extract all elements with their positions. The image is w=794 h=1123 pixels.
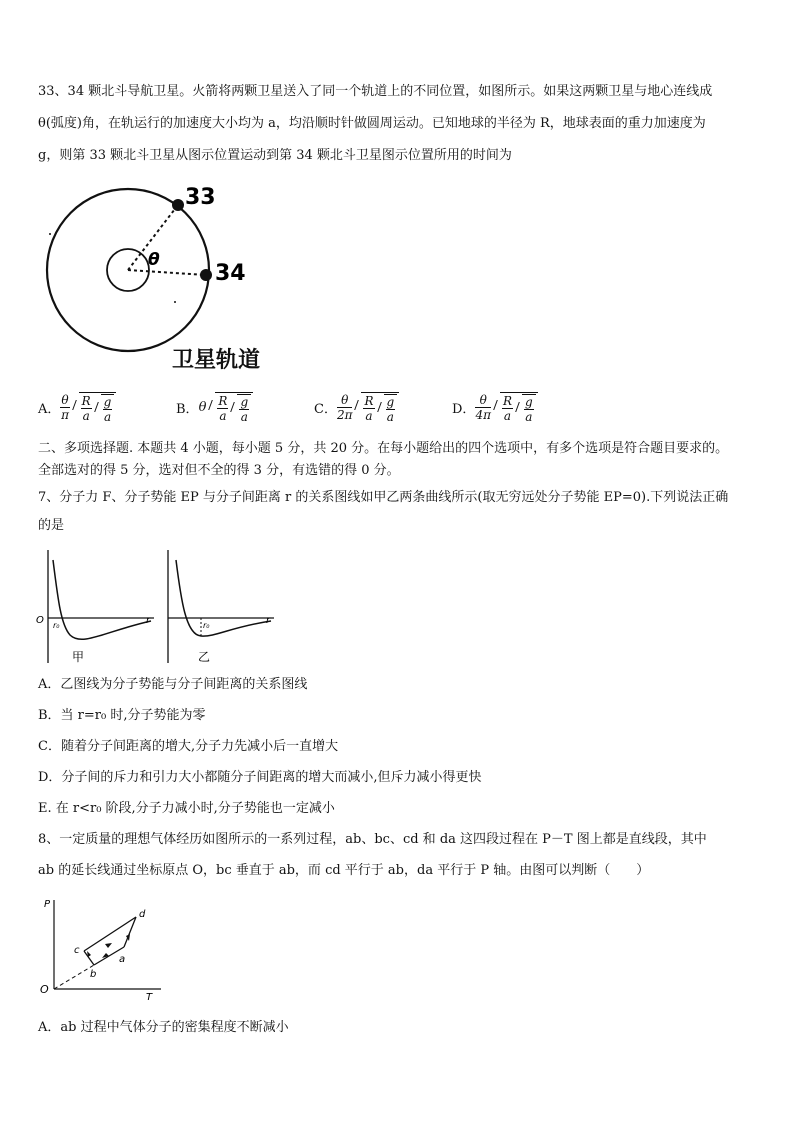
section2-line1: 二、多项选择题. 本题共 4 小题，每小题 5 分，共 20 分。在每小题给出的四个选项中，有多个选项是符合题目要求的。 <box>38 441 729 456</box>
q7-label-yi: 乙 <box>198 650 211 664</box>
label-33: 33 <box>185 185 216 210</box>
q8-text-line1: 8、一定质量的理想气体经历如图所示的一系列过程，ab、bc、cd 和 da 这四段过程在 P－T 图上都是直线段，其中 <box>38 832 707 847</box>
q7-r-right: r <box>266 615 271 626</box>
q7-text-line2: 的是 <box>38 518 65 533</box>
satellite-33 <box>172 199 184 211</box>
q8-label-b: b <box>90 969 97 980</box>
q8-pt-graph <box>36 895 176 1005</box>
satellite-34 <box>200 269 212 281</box>
q7-option-c: C．随着分子间距离的增大,分子力先减小后一直增大 <box>38 739 339 754</box>
q6-option-d: D． $\frac{\theta}{4\pi}$ $\frac{R}{a}$ $\frac{g}{a}$ <box>452 385 538 429</box>
q6-option-b: B． θ $\frac{R}{a}$ $\frac{g}{a}$ <box>176 385 253 429</box>
q7-origin-left: O <box>36 615 44 626</box>
q8-label-t: T <box>146 992 153 1003</box>
q8-option-a: A．ab 过程中气体分子的密集程度不断减小 <box>38 1020 289 1035</box>
satellite-orbit-figure <box>40 182 280 367</box>
q7-option-e: E. 在 r<r₀ 阶段,分子力减小时,分子势能也一定减小 <box>38 801 335 816</box>
orbit-caption: 卫星轨道 <box>172 348 261 373</box>
q8-label-p: P <box>44 899 51 910</box>
q7-label-jia: 甲 <box>72 650 85 664</box>
q6-options <box>38 385 778 429</box>
q7-r0-left: r₀ <box>53 621 60 630</box>
q8-label-o: O <box>40 983 49 996</box>
q6-option-c: C． $\frac{\theta}{2\pi}$ $\frac{R}{a}$ $\frac{g}{a}$ <box>314 385 399 429</box>
q7-r-left: r <box>146 615 151 626</box>
label-34: 34 <box>215 261 246 286</box>
q7-option-d: D．分子间的斥力和引力大小都随分子间距离的增大而减小,但斥力减小得更快 <box>38 770 482 785</box>
q6-text-line2: θ(弧度)角，在轨运行的加速度大小均为 a，均沿顺时针做圆周运动。已知地球的半径为 R，地球表面的重力加速度为 <box>38 116 706 131</box>
section2-line2: 全部选对的得 5 分，选对但不全的得 3 分，有选错的得 0 分。 <box>38 463 400 478</box>
q8-text-line2: ab 的延长线通过坐标原点 O，bc 垂直于 ab，而 cd 平行于 ab，da 平行于 P 轴。由图可以判断（ ） <box>38 863 650 878</box>
q6-text-line1: 33、34 颗北斗导航卫星。火箭将两颗卫星送入了同一个轨道上的不同位置，如图所示。如果这两颗卫星与地心连线成 <box>38 84 713 99</box>
q7-figure <box>36 545 286 670</box>
q8-label-d: d <box>139 909 146 920</box>
q7-r0-right: r₀ <box>203 621 210 630</box>
q8-label-a: a <box>119 954 126 965</box>
q6-option-a: A． $\frac{\theta}{\pi}$ $\frac{R}{a}$ $\frac{g}{a}$ <box>38 385 116 429</box>
q6-text-line3: g，则第 33 颗北斗卫星从图示位置运动到第 34 颗北斗卫星图示位置所用的时间为 <box>38 148 512 163</box>
q7-option-a: A．乙图线为分子势能与分子间距离的关系图线 <box>38 677 308 692</box>
q8-label-c: c <box>74 945 80 956</box>
q7-text-line1: 7、分子力 F、分子势能 EP 与分子间距离 r 的关系图线如甲乙两条曲线所示(取无穷远处分子势能 EP=0).下列说法正确 <box>38 490 729 505</box>
label-theta: θ <box>148 250 160 270</box>
q7-option-b: B．当 r=r₀ 时,分子势能为零 <box>38 708 206 723</box>
